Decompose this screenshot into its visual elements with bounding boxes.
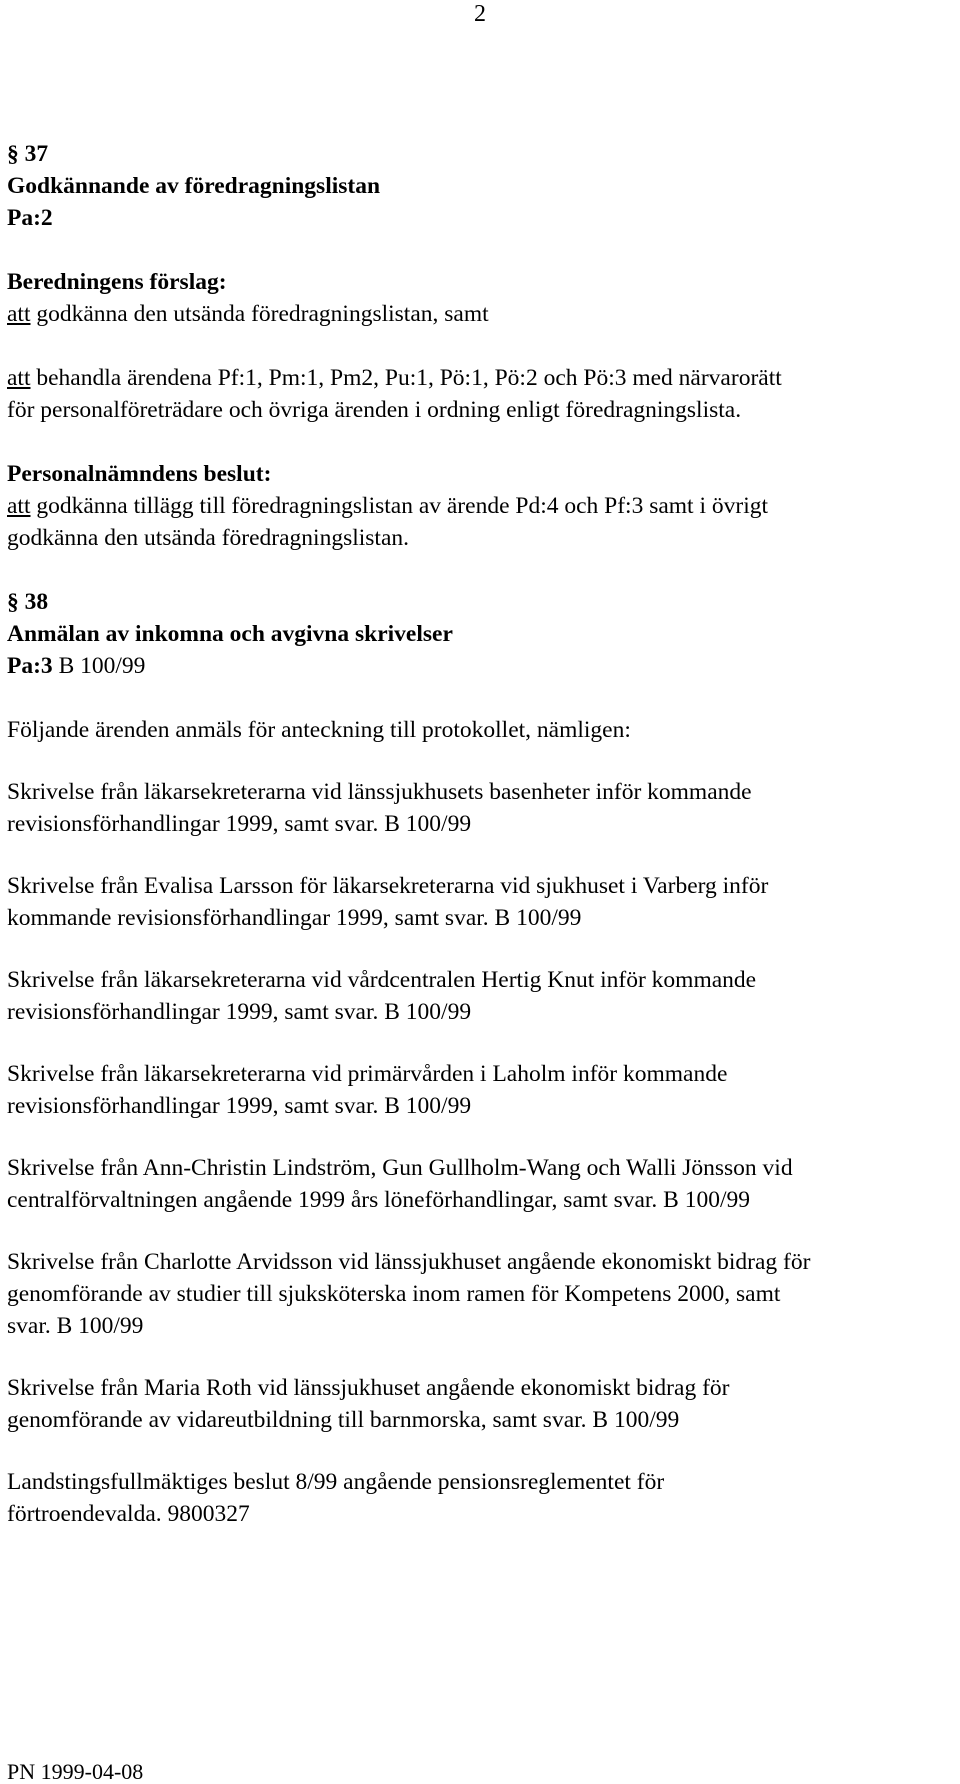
- page-footer-date: PN 1999-04-08: [7, 1759, 144, 1784]
- decision-text-line2: godkänna den utsända föredragningslistan.: [7, 525, 410, 551]
- list-item-line: svar. B 100/99: [7, 1313, 144, 1339]
- att-label: att: [7, 493, 31, 519]
- list-item-line: Landstingsfullmäktiges beslut 8/99 angående pensionsreglementet för: [7, 1469, 665, 1495]
- list-item-line: revisionsförhandlingar 1999, samt svar. B 100/99: [7, 999, 472, 1025]
- list-item-line: genomförande av studier till sjuksköterska inom ramen för Kompetens 2000, samt: [7, 1281, 781, 1307]
- section-37-title: Godkännande av föredragningslistan: [7, 173, 381, 199]
- section-38-title: Anmälan av inkomna och avgivna skrivelser: [7, 621, 453, 647]
- section-38-code-id: Pa:3: [7, 653, 53, 679]
- list-item-line: Skrivelse från läkarsekreterarna vid primärvården i Laholm inför kommande: [7, 1061, 728, 1087]
- section-38-diary-number: B 100/99: [52, 653, 146, 679]
- page-number: 2: [474, 1, 486, 27]
- list-item-line: revisionsförhandlingar 1999, samt svar. B 100/99: [7, 811, 472, 837]
- att-label: att: [7, 365, 31, 391]
- list-item-line: kommande revisionsförhandlingar 1999, samt svar. B 100/99: [7, 905, 582, 931]
- list-item-line: centralförvaltningen angående 1999 års löneförhandlingar, samt svar. B 100/99: [7, 1187, 751, 1213]
- decision-text: [7, 490, 952, 522]
- list-item-line: Skrivelse från Maria Roth vid länssjukhuset angående ekonomiskt bidrag för: [7, 1375, 730, 1401]
- list-item: [7, 1466, 952, 1530]
- list-item: [7, 1152, 952, 1216]
- section-38-code: [7, 650, 952, 682]
- list-item-line: genomförande av vidareutbildning till barnmorska, samt svar. B 100/99: [7, 1407, 680, 1433]
- list-item: [7, 964, 952, 1028]
- att-label: att: [7, 301, 31, 327]
- proposal-item-2-text: behandla ärendena Pf:1, Pm:1, Pm2, Pu:1, Pö:1, Pö:2 och Pö:3 med närvarorätt: [30, 365, 782, 391]
- list-item: [7, 1058, 952, 1122]
- document-body: [7, 138, 952, 1530]
- proposal-item-2: [7, 362, 952, 394]
- decision-text-rest: godkänna tillägg till föredragningslistan av ärende Pd:4 och Pf:3 samt i övrigt: [30, 493, 768, 519]
- section-38-mark: § 38: [7, 589, 49, 615]
- list-item-line: Skrivelse från läkarsekreterarna vid länssjukhusets basenheter inför kommande: [7, 779, 752, 805]
- decision-heading: Personalnämndens beslut:: [7, 461, 272, 487]
- list-item-line: Skrivelse från Evalisa Larsson för läkarsekreterarna vid sjukhuset i Varberg inför: [7, 873, 769, 899]
- letters-list: [7, 746, 952, 1530]
- list-item-line: Skrivelse från läkarsekreterarna vid vårdcentralen Hertig Knut inför kommande: [7, 967, 757, 993]
- section-38: [7, 586, 952, 1530]
- proposal-item-2-line2: för personalföreträdare och övriga ärenden i ordning enligt föredragningslista.: [7, 397, 742, 423]
- proposal-heading: Beredningens förslag:: [7, 269, 227, 295]
- list-item: [7, 870, 952, 934]
- list-item-line: Skrivelse från Ann-Christin Lindström, Gun Gullholm-Wang och Walli Jönsson vid: [7, 1155, 793, 1181]
- proposal-item-1-text: godkänna den utsända föredragningslistan, samt: [30, 301, 489, 327]
- list-item-line: förtroendevalda. 9800327: [7, 1501, 250, 1527]
- proposal-item-1: [7, 298, 952, 330]
- section-37-mark: § 37: [7, 141, 49, 167]
- section-38-intro: Följande ärenden anmäls för anteckning till protokollet, nämligen:: [7, 717, 631, 743]
- list-item-line: revisionsförhandlingar 1999, samt svar. B 100/99: [7, 1093, 472, 1119]
- section-37: [7, 138, 952, 554]
- list-item-line: Skrivelse från Charlotte Arvidsson vid länssjukhuset angående ekonomiskt bidrag för: [7, 1249, 811, 1275]
- list-item: [7, 1372, 952, 1436]
- list-item: [7, 1246, 952, 1342]
- list-item: [7, 776, 952, 840]
- section-37-code: Pa:2: [7, 205, 53, 231]
